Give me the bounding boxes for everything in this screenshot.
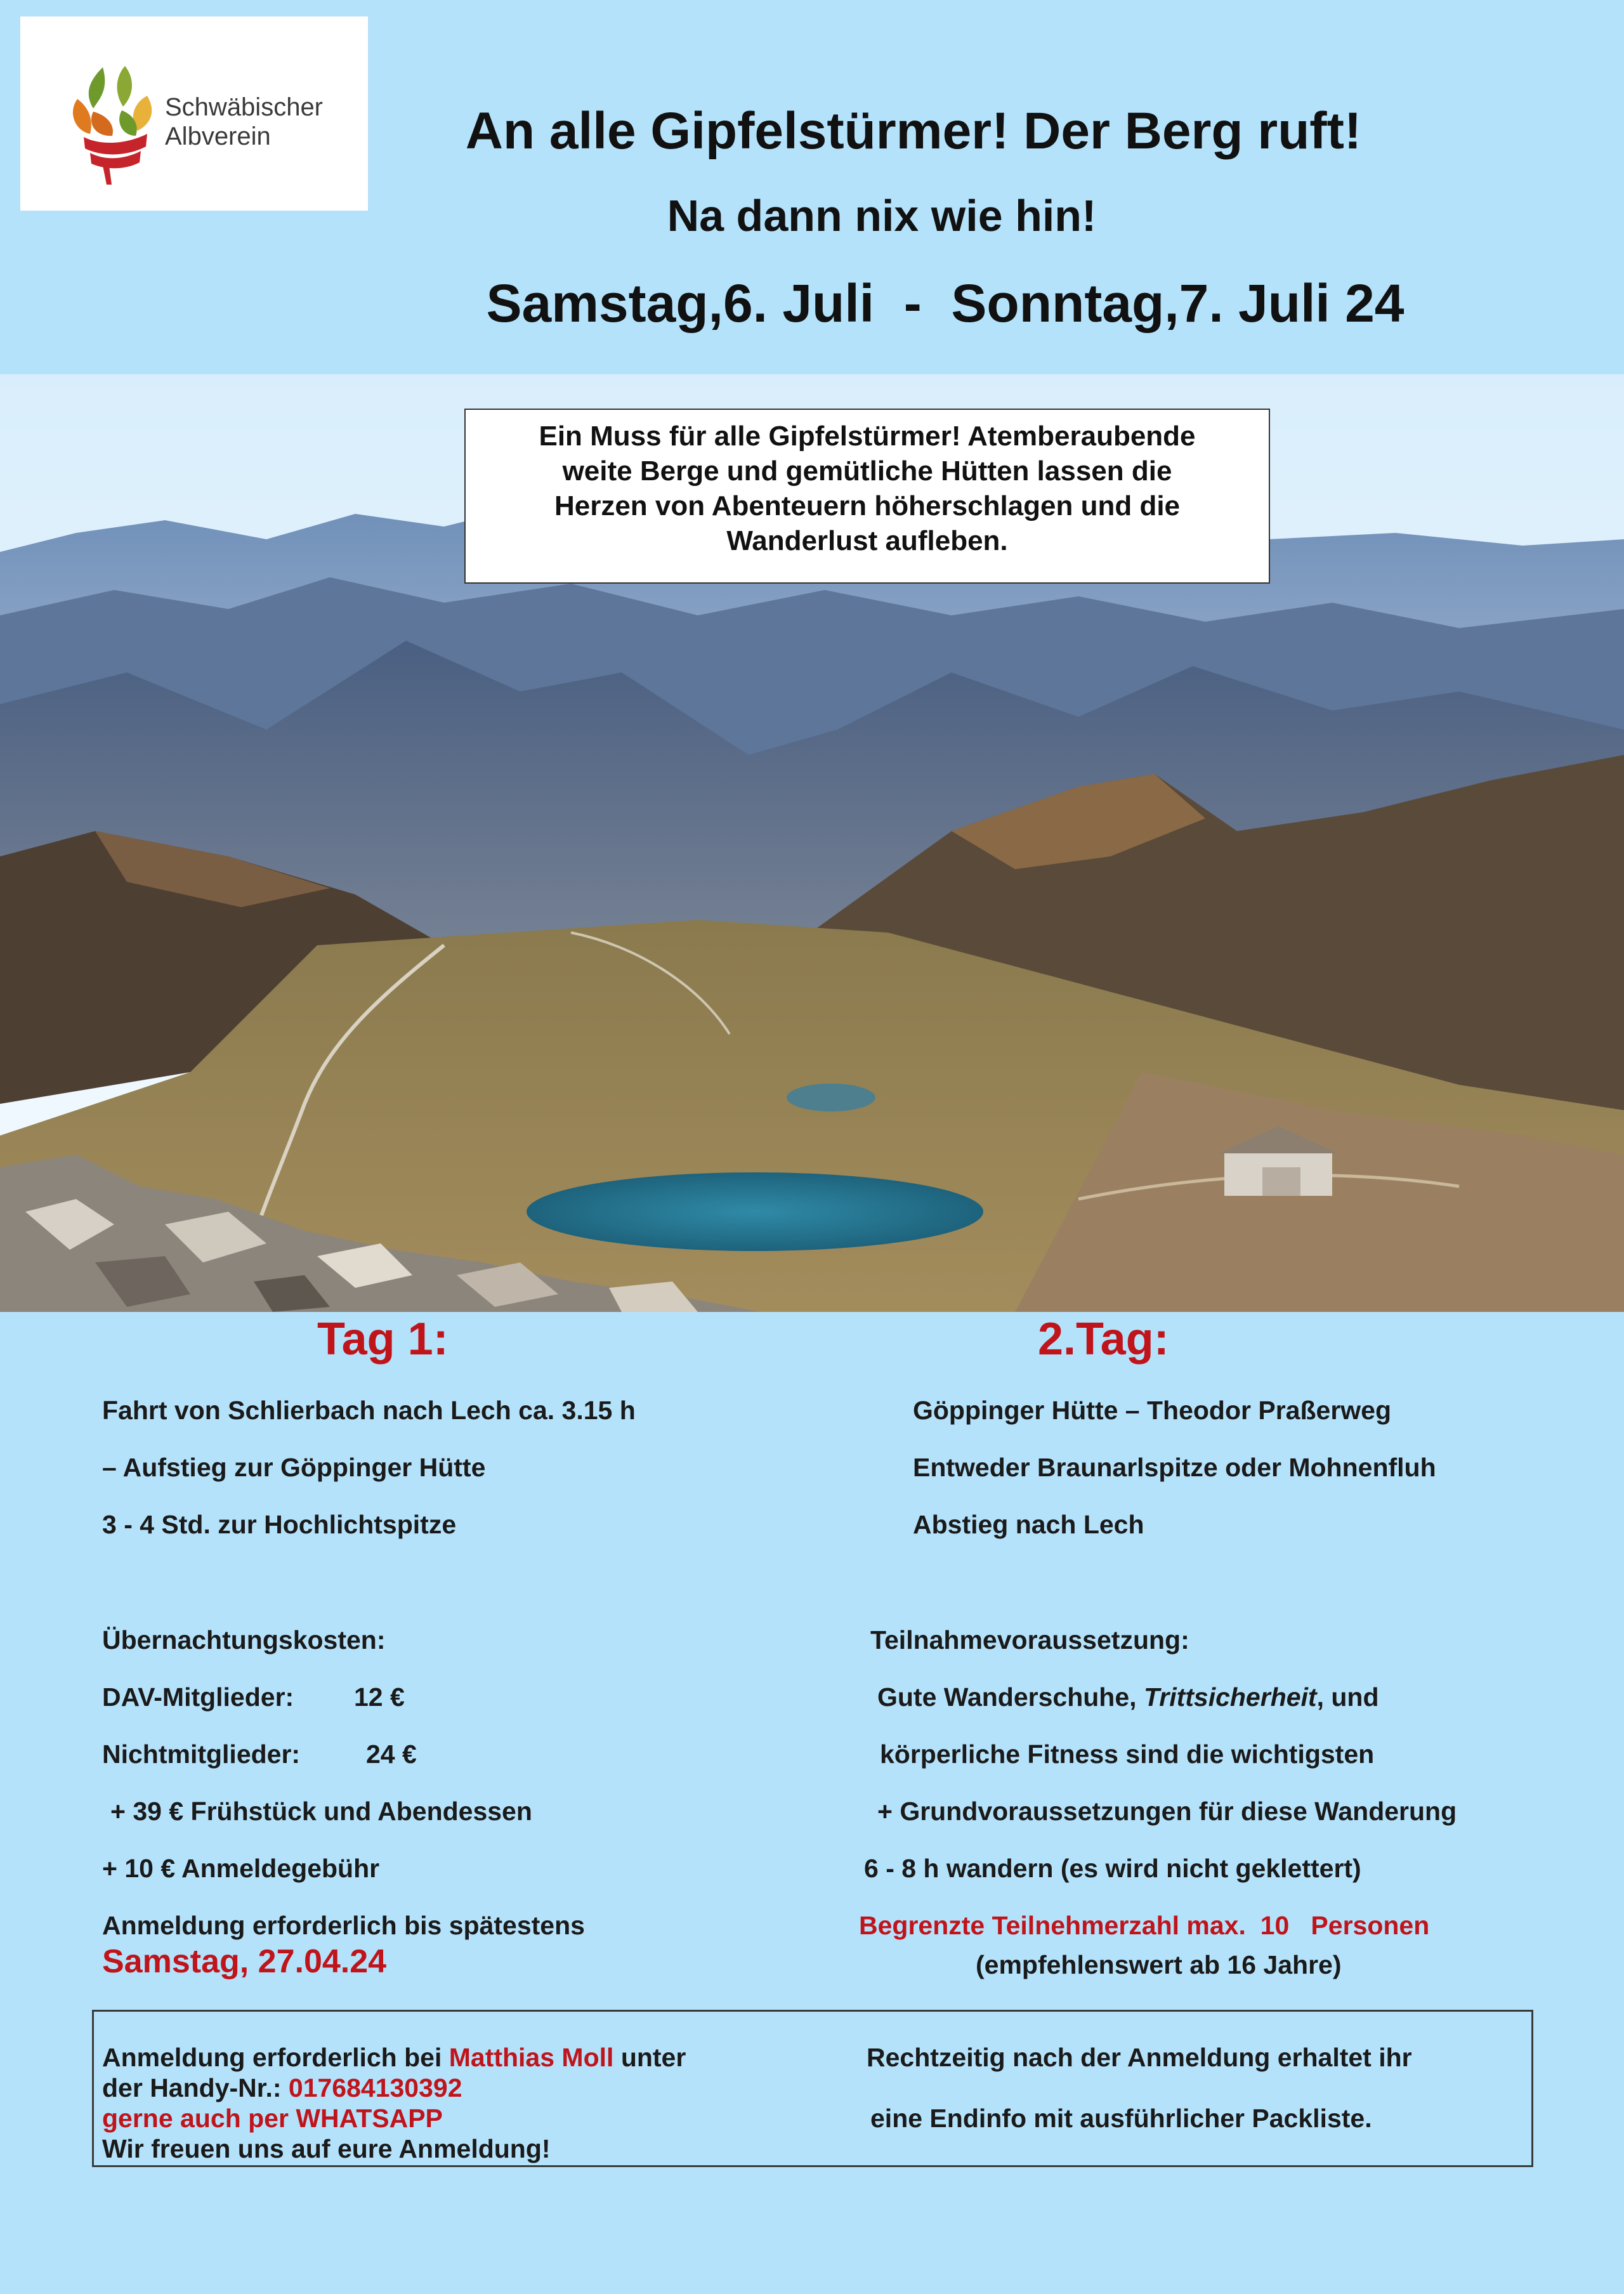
day1-line-1: Fahrt von Schlierbach nach Lech ca. 3.15 h: [102, 1396, 636, 1425]
reg-l1-a: Anmeldung erforderlich bei: [102, 2043, 449, 2072]
req-line1-c: , und: [1316, 1682, 1379, 1712]
headline: An alle Gipfelstürmer! Der Berg ruft!: [465, 102, 1362, 160]
day1-title: Tag 1:: [317, 1314, 449, 1365]
intro-box: [464, 409, 1270, 584]
meals-cost: + 39 € Frühstück und Abendessen: [110, 1797, 532, 1826]
registration-line-2: [102, 2073, 462, 2103]
participant-limit: Begrenzte Teilnehmerzahl max. 10 Personen: [859, 1911, 1430, 1940]
deadline-date: Samstag, 27.04.24: [102, 1943, 387, 1980]
day2-title: 2.Tag:: [1038, 1314, 1169, 1365]
requirements-line-1: [877, 1682, 1379, 1712]
reg-l1-b: unter: [613, 2043, 686, 2072]
logo-line-1: Schwäbischer: [165, 93, 324, 121]
club-logo: [20, 16, 368, 211]
dav-label: DAV-Mitglieder:: [102, 1682, 294, 1712]
reg-l2-a: der Handy-Nr.:: [102, 2073, 289, 2102]
subline: Na dann nix wie hin!: [667, 191, 1097, 240]
req-line1-a: Gute Wanderschuhe,: [877, 1682, 1144, 1712]
requirements-line-2: körperliche Fitness sind die wichtigsten: [880, 1740, 1375, 1769]
day1-line-2: – Aufstieg zur Göppinger Hütte: [102, 1453, 486, 1482]
logo-line-2: Albverein: [165, 122, 271, 150]
info-line-1: Rechtzeitig nach der Anmeldung erhaltet ihr: [867, 2043, 1412, 2072]
day2-line-1: Göppinger Hütte – Theodor Praßerweg: [913, 1396, 1392, 1425]
oak-leaf-logo-icon: [65, 61, 173, 188]
requirements-line-3: + Grundvoraussetzungen für diese Wanderung: [877, 1797, 1457, 1826]
contact-name: Matthias Moll: [449, 2043, 614, 2072]
contact-phone[interactable]: 017684130392: [288, 2073, 462, 2102]
logo-text: [165, 93, 323, 151]
non-member-price: 24 €: [366, 1740, 417, 1769]
day1-line-3: 3 - 4 Std. zur Hochlichtspitze: [102, 1510, 457, 1539]
non-member-label: Nichtmitglieder:: [102, 1740, 301, 1769]
age-recommendation: (empfehlenswert ab 16 Jahre): [976, 1950, 1342, 1979]
whatsapp-note: gerne auch per WHATSAPP: [102, 2104, 443, 2133]
deadline-label: Anmeldung erforderlich bis spätestens: [102, 1911, 585, 1940]
intro-line-2: weite Berge und gemütliche Hütten lassen die: [562, 456, 1172, 487]
costs-heading: Übernachtungskosten:: [102, 1625, 386, 1655]
closing-note: Wir freuen uns auf eure Anmeldung!: [102, 2134, 551, 2163]
requirements-heading: Teilnahmevoraussetzung:: [870, 1625, 1189, 1655]
date-line: Samstag,6. Juli - Sonntag,7. Juli 24: [486, 273, 1405, 333]
intro-line-4: Wanderlust aufleben.: [726, 525, 1008, 556]
intro-line-3: Herzen von Abenteuern höherschlagen und die: [554, 490, 1181, 521]
intro-line-1: Ein Muss für alle Gipfelstürmer! Atemberaubende: [539, 421, 1196, 452]
registration-line-1: [102, 2043, 686, 2073]
dav-price: 12 €: [354, 1682, 405, 1712]
day2-line-3: Abstieg nach Lech: [913, 1510, 1144, 1539]
req-line1-b: Trittsicherheit: [1143, 1682, 1317, 1712]
registration-fee: + 10 € Anmeldegebühr: [102, 1854, 380, 1883]
day2-line-2: Entweder Braunarlspitze oder Mohnenfluh: [913, 1453, 1436, 1482]
requirements-line-4: 6 - 8 h wandern (es wird nicht geklettert): [864, 1854, 1361, 1883]
info-line-2: eine Endinfo mit ausführlicher Packliste.: [870, 2104, 1372, 2133]
